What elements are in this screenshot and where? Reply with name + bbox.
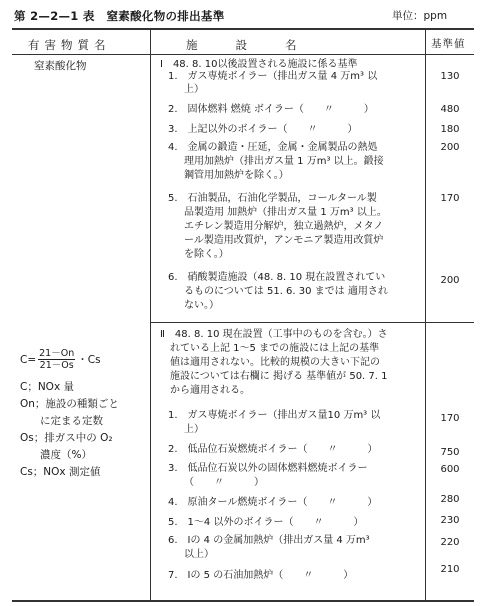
unit-label: 単位：ppm <box>392 10 448 22</box>
item-line: 2. 固体燃料 燃焼 ボイラー（ 〃 ） <box>168 104 374 115</box>
item-line: るものについては 51. 6. 30 までは 適用され <box>184 286 388 297</box>
item-line: エチレン製造用分解炉，独立過熱炉，メタノ <box>184 221 384 232</box>
formula-lhs: C= <box>20 353 37 366</box>
item-line: 理用加熱炉（排出ガス量 1 万m³ 以上。鍛接 <box>184 156 384 167</box>
formula-rhs: ・Cs <box>77 354 101 366</box>
standard-value: 200 <box>440 142 460 153</box>
standard-value: 600 <box>440 464 460 475</box>
item-line: 3. 上記以外のボイラー（ 〃 ） <box>168 124 358 135</box>
item-line: 上） <box>184 84 204 95</box>
item-line: ない。） <box>184 300 219 311</box>
legend-line: On；施設の種類ごと <box>20 398 119 410</box>
standard-value: 750 <box>440 447 460 458</box>
item-line: 1. ガス専焼ボイラー（排出ガス量 4 万m³ 以 <box>168 71 378 82</box>
item-line: 4. 原油タール燃焼ボイラー（ 〃 ） <box>168 497 378 508</box>
item-line: 7. Ⅰの 5 の石油加熱炉（ 〃 ） <box>168 570 354 581</box>
standard-value: 170 <box>440 413 460 424</box>
item-line: 以上） <box>184 549 214 560</box>
item-line: 上） <box>184 424 204 435</box>
item-line: を除く。） <box>184 249 229 260</box>
legend-line: に定まる定数 <box>40 415 103 427</box>
standard-value: 210 <box>440 564 460 575</box>
item-line: ール製造用改質炉，アンモニア製造用改質炉 <box>184 235 384 246</box>
standard-value: 170 <box>440 193 460 204</box>
standard-value: 180 <box>440 124 460 135</box>
heading-line: 施設については右欄に 掲げる 基準値が 50. 7. 1 <box>170 371 388 382</box>
legend-line: 濃度（%） <box>40 449 92 461</box>
header-standard: 基準値 <box>431 38 466 50</box>
standard-value: 480 <box>440 104 460 115</box>
formula-fraction <box>38 348 75 371</box>
legend-line: C；NOx 量 <box>20 381 75 393</box>
formula-denominator: 21－Os <box>39 360 74 371</box>
header-facility: 施 設 名 <box>186 38 302 52</box>
item-line: 6. 硝酸製造施設（48. 8. 10 現在設置されてい <box>168 272 386 283</box>
heading-line: 値は適用されない。比較的規模の大きい下記の <box>170 357 380 368</box>
item-line: 2. 低品位石炭燃焼ボイラー（ 〃 ） <box>168 444 378 455</box>
item-line: 6. Ⅰの 4 の金属加熱炉（排出ガス量 4 万m³ <box>168 535 370 546</box>
item-line: 4. 金属の鍛造・圧延，金属・金属製品の熱処 <box>168 142 378 153</box>
table-title: 第 2—2—1 表 窒素酸化物の排出基準 <box>14 9 225 23</box>
legend-line: Os；排ガス中の O₂ <box>20 432 113 444</box>
standard-value: 200 <box>440 275 460 286</box>
item-line: 3. 低品位石炭以外の固体燃料燃焼ボイラー <box>168 463 368 474</box>
standard-value: 130 <box>440 71 460 82</box>
item-line: 5. 1～4 以外のボイラー（ 〃 ） <box>168 517 364 528</box>
heading-line: れている上記 1～5 までの施設には上記の基準 <box>170 343 380 354</box>
nox-formula <box>20 348 101 371</box>
section1-heading: Ⅰ 48. 8. 10以後設置される施設に係る基準 <box>160 59 358 70</box>
item-line: 品製造用 加熱炉（排出ガス量 1 万m³ 以上。 <box>184 207 387 218</box>
formula-numerator: 21－On <box>39 348 75 359</box>
item-line: 鋼管用加熱炉を除く。） <box>184 170 289 181</box>
item-line: （ 〃 ） <box>184 477 264 488</box>
heading-line: から適用される。 <box>170 385 250 396</box>
header-substance: 有害物質名 <box>28 38 111 52</box>
substance-name: 窒素酸化物 <box>34 60 87 72</box>
legend-line: Cs；NOx 測定値 <box>20 466 101 478</box>
item-line: 5. 石油製品，石油化学製品，コールタール製 <box>168 193 377 204</box>
standard-value: 230 <box>440 515 460 526</box>
heading-line: Ⅱ 48. 8. 10 現在設置（工事中のものを含む。）さ <box>160 329 388 340</box>
standard-value: 280 <box>440 494 460 505</box>
item-line: 1. ガス専焼ボイラー（排出ガス量10 万m³ 以 <box>168 410 381 421</box>
standard-value: 220 <box>440 537 460 548</box>
